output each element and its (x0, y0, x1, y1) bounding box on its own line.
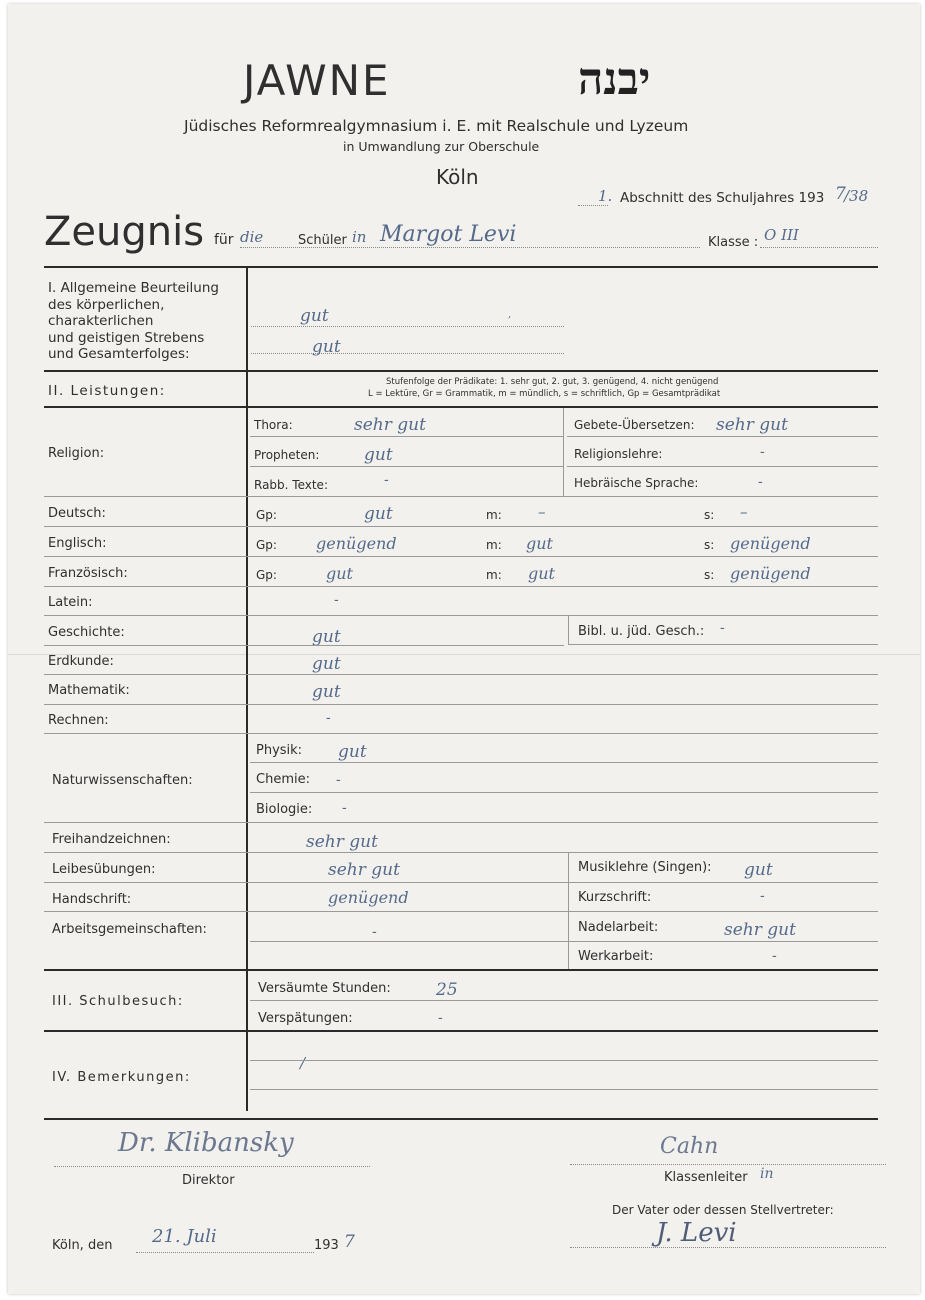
deutsch-m: – (538, 503, 546, 521)
verspaet-value: - (438, 1010, 443, 1026)
mathematik-label: Mathematik: (48, 683, 130, 698)
erdkunde-label: Erdkunde: (48, 654, 114, 669)
englisch-gp-label: Gp: (256, 538, 277, 552)
thora-label: Thora: (254, 418, 293, 432)
leibes-label: Leibesübungen: (52, 862, 156, 877)
chemie-grade: - (336, 772, 341, 788)
physik-label: Physik: (256, 743, 303, 758)
thora-grade: sehr gut (354, 415, 426, 435)
musik-grade: gut (744, 860, 773, 880)
year-prefix: 193 (314, 1238, 339, 1253)
section4-mark: / (300, 1054, 306, 1072)
period-text: Abschnitt des Schuljahres 193 (620, 190, 825, 206)
fur-label: für (214, 232, 234, 248)
religionslehre-label: Religionslehre: (574, 447, 663, 461)
mathematik-grade: gut (312, 682, 341, 702)
hebraeisch-label: Hebräische Sprache: (574, 476, 699, 490)
physik-grade: gut (338, 742, 367, 762)
deutsch-s: – (740, 503, 748, 521)
deutsch-gp-label: Gp: (256, 508, 277, 522)
franzoesisch-m-label: m: (486, 568, 502, 582)
teacher-signature: Cahn (660, 1134, 719, 1159)
date-value: 21. Juli (152, 1226, 217, 1247)
versaeumt-label: Versäumte Stunden: (258, 981, 391, 996)
comma-mark: , (508, 309, 512, 320)
gebete-grade: sehr gut (716, 415, 788, 435)
natur-label: Naturwissenschaften: (52, 773, 193, 788)
period-year: 7 (835, 184, 846, 204)
rechnen-label: Rechnen: (48, 713, 109, 728)
freihand-grade: sehr gut (306, 832, 378, 852)
rechnen-grade: - (326, 710, 331, 726)
kurzschrift-label: Kurzschrift: (578, 890, 652, 905)
arbeits-label: Arbeitsgemeinschaften: (52, 922, 207, 937)
section1-grade-2: gut (312, 337, 341, 357)
englisch-gp: genügend (316, 534, 397, 553)
teacher-suffix: in (760, 1166, 774, 1182)
deutsch-s-label: s: (704, 508, 715, 522)
arbeits-grade: - (372, 924, 377, 940)
section1-grade-1: gut (300, 306, 329, 326)
englisch-s: genügend (730, 534, 811, 553)
verspaet-label: Verspätungen: (258, 1011, 353, 1026)
school-subtitle-2: in Umwandlung zur Oberschule (343, 139, 540, 154)
school-subtitle: Jüdisches Reformrealgymnasium i. E. mit Realschule und Lyzeum (184, 117, 689, 135)
date-label: Köln, den (52, 1238, 113, 1253)
franzoesisch-s: genügend (730, 564, 811, 583)
handschrift-grade: genügend (328, 888, 409, 907)
franzoesisch-s-label: s: (704, 568, 715, 582)
musik-label: Musiklehre (Singen): (578, 860, 712, 875)
franzoesisch-gp: gut (326, 564, 353, 583)
section2-label: II. Leistungen: (48, 383, 166, 399)
franzoesisch-gp-label: Gp: (256, 568, 277, 582)
propheten-label: Propheten: (254, 448, 320, 462)
biologie-label: Biologie: (256, 802, 313, 817)
nadel-label: Nadelarbeit: (578, 920, 659, 935)
bibl-grade: - (720, 620, 725, 636)
section4-label: IV. Bemerkungen: (52, 1070, 191, 1085)
propheten-grade: gut (364, 445, 393, 465)
rabb-label: Rabb. Texte: (254, 478, 328, 492)
director-label: Direktor (182, 1173, 235, 1188)
kurzschrift-grade: - (760, 888, 765, 904)
school-city: Köln (436, 165, 479, 189)
geschichte-label: Geschichte: (48, 625, 125, 640)
deutsch-gp: gut (364, 504, 393, 524)
englisch-m: gut (526, 534, 553, 553)
hebrew-name: יבנה (578, 54, 651, 105)
school-name: JAWNE (243, 56, 391, 105)
die-handwritten: die (240, 228, 264, 246)
latein-label: Latein: (48, 595, 93, 610)
religionslehre-grade: - (760, 444, 765, 460)
geschichte-grade: gut (312, 627, 341, 647)
englisch-s-label: s: (704, 538, 715, 552)
bibl-label: Bibl. u. jüd. Gesch.: (578, 624, 705, 639)
grade-legend-1: Stufenfolge der Prädikate: 1. sehr gut, 2. gut, 3. genügend, 4. nicht genügend (386, 377, 719, 387)
teacher-label: Klassenleiter (664, 1170, 748, 1185)
fold-crease (8, 654, 920, 655)
werk-label: Werkarbeit: (578, 949, 654, 964)
period-number: 1. (598, 187, 613, 205)
schuler-label: Schüler (298, 233, 347, 248)
biologie-grade: - (342, 800, 347, 816)
franzoesisch-m: gut (528, 564, 555, 583)
chemie-label: Chemie: (256, 772, 310, 787)
erdkunde-grade: gut (312, 654, 341, 674)
englisch-m-label: m: (486, 538, 502, 552)
nadel-grade: sehr gut (724, 920, 796, 940)
klasse-value: O III (764, 226, 799, 244)
freihand-label: Freihandzeichnen: (52, 832, 171, 847)
hebraeisch-grade: - (758, 474, 763, 490)
deutsch-label: Deutsch: (48, 506, 106, 521)
versaeumt-value: 25 (436, 980, 458, 1000)
englisch-label: Englisch: (48, 536, 107, 551)
franzoesisch-label: Französisch: (48, 566, 128, 581)
student-name: Margot Levi (380, 222, 517, 247)
period-year-end: /38 (844, 187, 869, 205)
rabb-grade: - (384, 472, 389, 488)
handschrift-label: Handschrift: (52, 892, 132, 907)
klasse-label: Klasse : (708, 235, 759, 250)
certificate-paper (8, 4, 920, 1294)
year-digit: 7 (344, 1232, 355, 1252)
parent-label: Der Vater oder dessen Stellvertreter: (612, 1203, 834, 1217)
deutsch-m-label: m: (486, 508, 502, 522)
religion-label: Religion: (48, 446, 105, 461)
section3-label: III. Schulbesuch: (52, 994, 184, 1009)
grade-legend-2: L = Lektüre, Gr = Grammatik, m = mündlich, s = schriftlich, Gp = Gesamtprädikat (368, 389, 721, 399)
werk-grade: - (772, 948, 777, 964)
section1-label: I. Allgemeine Beurteilung des körperlichen, charakterlichen und geistigen Strebens und Gesamterfolges: (48, 280, 219, 362)
gebete-label: Gebete-Übersetzen: (574, 418, 695, 432)
director-signature: Dr. Klibansky (118, 1128, 294, 1158)
schuler-suffix: in (352, 228, 367, 246)
leibes-grade: sehr gut (328, 860, 400, 880)
latein-grade: - (334, 592, 339, 608)
parent-signature: J. Levi (656, 1218, 737, 1248)
zeugnis-title: Zeugnis (44, 209, 205, 255)
